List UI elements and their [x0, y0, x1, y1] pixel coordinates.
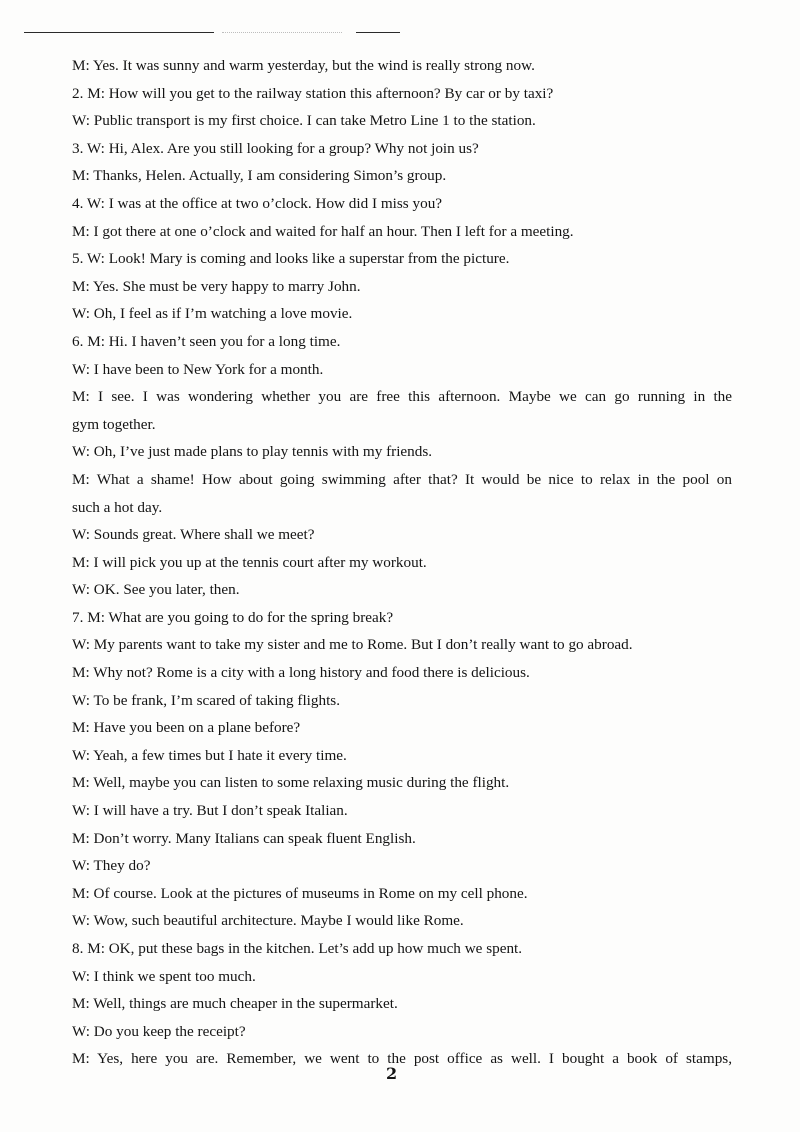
transcript-line: 2. M: How will you get to the railway station this afternoon? By car or by taxi? [72, 84, 554, 102]
header-rule-right [356, 32, 400, 33]
transcript-line: W: I will have a try. But I don’t speak Italian. [72, 802, 348, 820]
transcript-line: W: Oh, I feel as if I’m watching a love movie. [72, 305, 353, 323]
header-rule-left [24, 32, 214, 33]
transcript-line: M: I will pick you up at the tennis court after my workout. [72, 553, 427, 571]
transcript-line: 6. M: Hi. I haven’t seen you for a long time. [72, 332, 341, 350]
transcript-line: M: What a shame! How about going swimming after that? It would be nice to relax in the pool on [72, 470, 732, 488]
transcript-line: 4. W: I was at the office at two o’clock. How did I miss you? [72, 194, 443, 212]
transcript-line: W: I have been to New York for a month. [72, 360, 324, 378]
header-rule-faint [222, 32, 342, 33]
transcript-line: W: Wow, such beautiful architecture. Maybe I would like Rome. [72, 912, 464, 930]
transcript-line: M: Yes, here you are. Remember, we went to the post office as well. I bought a book of stamps, [72, 1050, 732, 1068]
transcript-line: M: Yes. It was sunny and warm yesterday, but the wind is really strong now. [72, 57, 535, 74]
transcript-line: M: Well, maybe you can listen to some relaxing music during the flight. [72, 774, 510, 792]
transcript-line: such a hot day. [72, 498, 163, 516]
transcript-line: W: They do? [72, 857, 151, 875]
transcript-line: M: I see. I was wondering whether you are free this afternoon. Maybe we can go running in the [72, 388, 732, 406]
transcript-line: W: Sounds great. Where shall we meet? [72, 526, 315, 544]
transcript-line: W: Yeah, a few times but I hate it every time. [72, 746, 347, 764]
transcript-line: M: I got there at one o’clock and waited for half an hour. Then I left for a meeting. [72, 222, 574, 240]
transcript-line: W: Oh, I’ve just made plans to play tennis with my friends. [72, 443, 433, 461]
transcript-line: W: To be frank, I’m scared of taking flights. [72, 691, 341, 709]
transcript-line: 8. M: OK, put these bags in the kitchen. Let’s add up how much we spent. [72, 940, 523, 957]
transcript-line: 3. W: Hi, Alex. Are you still looking for a group? Why not join us? [72, 139, 479, 157]
transcript-line: 7. M: What are you going to do for the spring break? [72, 608, 394, 626]
transcript-body [72, 52, 732, 1073]
transcript-line: W: OK. See you later, then. [72, 581, 240, 599]
transcript-line: M: Well, things are much cheaper in the supermarket. [72, 995, 398, 1013]
transcript-line: M: Yes. She must be very happy to marry John. [72, 277, 361, 295]
page-number: 2 [386, 1064, 398, 1083]
transcript-line: M: Why not? Rome is a city with a long history and food there is delicious. [72, 664, 530, 682]
transcript-line: gym together. [72, 415, 156, 433]
transcript-line: W: My parents want to take my sister and me to Rome. But I don’t really want to go abroad. [72, 636, 633, 654]
transcript-line: M: Of course. Look at the pictures of museums in Rome on my cell phone. [72, 884, 528, 902]
transcript-line: W: I think we spent too much. [72, 967, 256, 985]
transcript-line: W: Do you keep the receipt? [72, 1022, 246, 1040]
transcript-line: M: Have you been on a plane before? [72, 719, 301, 737]
transcript-line: M: Don’t worry. Many Italians can speak fluent English. [72, 829, 416, 847]
transcript-line: M: Thanks, Helen. Actually, I am considering Simon’s group. [72, 167, 447, 185]
transcript-line: W: Public transport is my first choice. I can take Metro Line 1 to the station. [72, 112, 536, 130]
transcript-line: 5. W: Look! Mary is coming and looks like a superstar from the picture. [72, 250, 510, 268]
